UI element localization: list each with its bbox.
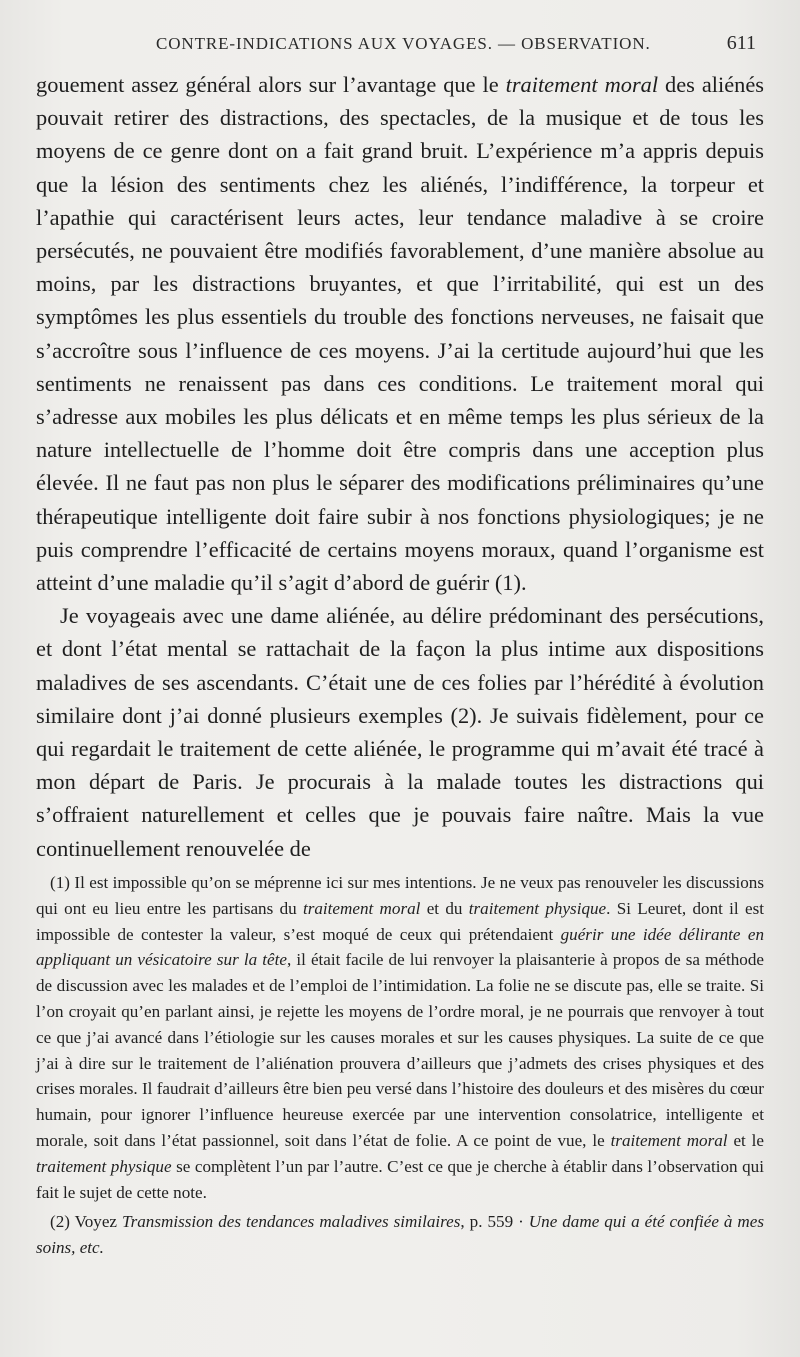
paragraph-1	[36, 68, 764, 599]
footnote-1-text-c: . Si Leuret, dont il est impossible de contester la valeur, s’est moqué de ceux qui prétendaient	[36, 898, 764, 944]
paragraph-1-text-a: gouement assez général alors sur l’avantage que le	[36, 72, 506, 97]
footnote-1-text-e: et le	[727, 1130, 765, 1150]
paragraph-2: Je voyageais avec une dame aliénée, au délire prédominant des persécutions, et dont l’état mental se rattachait de la façon la plus intime aux dispositions maladives de ses ascendants. C’était une de ces folies par l’hérédité à évolution similaire dont j’ai donné plusieurs exemples (2). Je suivais fidèlement, pour ce qui regardait le traitement de cette aliénée, le programme qui m’avait été tracé à mon départ de Paris. Je procurais à la malade toutes les distractions qui s’offraient naturellement et celles que je pouvais faire naître. Mais la vue continuellement renouvelée de	[36, 603, 764, 861]
paragraph-1-text-b: des aliénés pouvait retirer des distractions, des spectacles, de la musique et de tous les moyens de ce genre dont on a fait grand bruit. L’expérience m’a appris depuis que la lésion des sentiments chez les aliénés, l’indifférence, la torpeur et l’apathie qui caractérisent leurs actes, leur tendance maladive à se croire persécutés, ne pouvaient être modifiés favorablement, d’une manière absolue au moins, par les distractions bruyantes, et que l’irritabilité, qui est un des symptômes les plus essentiels du trouble des fonctions nerveuses, ne faisait que s’accroître sous l’influence de ces moyens. J’ai la certitude aujourd’hui que les sentiments ne renaissent pas dans ces conditions. Le traitement moral qui s’adresse aux mobiles les plus délicats et en même temps les plus sérieux de la nature intellectuelle de l’homme doit être compris dans une acception plus élevée. Il ne faut pas non plus le séparer des modifications préliminaires qu’une thérapeutique intelligente doit faire subir à nos fonctions physiologiques; je ne puis comprendre l’efficacité de certains moyens moraux, quand l’organisme est atteint d’une maladie qu’il s’agit d’abord de guérir (1).	[36, 72, 764, 596]
paragraph-1-italic-a: traitement moral	[505, 72, 659, 97]
page-number: 611	[726, 32, 756, 54]
footnote-1-italic-e: traitement physique	[36, 1156, 172, 1176]
footnote-1-italic-c: guérir une idée délirante en appliquant un vésicatoire sur la tête	[36, 924, 764, 970]
footnote-2-italic-b: Une dame qui a été confiée à mes soins, etc.	[36, 1212, 765, 1258]
running-head: CONTRE-INDICATIONS AUX VOYAGES. — OBSERVATION.	[156, 34, 651, 53]
main-text	[36, 68, 764, 865]
footnote-1-text-d: , il était facile de lui renvoyer la plaisanterie à propos de sa méthode de discussion avec les malades et de l’emploi de l’intimidation. La folie ne se discute pas, elle se traite. Si l’on croyait qu’en parlant ainsi, je rejette les moyens de l’ordre moral, je ne pourrais que renvoyer à tout ce que j’ai avancé dans l’étiologie sur les causes morales et sur les causes physiques. La suite de ce que j’ai à dire sur le traitement de l’aliénation prouvera d’ailleurs que j’admets des crises physiques et des crises morales. Il faudrait d’ailleurs être bien peu versé dans l’histoire des douleurs et des misères du cœur humain, pour ignorer l’influence heureuse exercée par une intervention consolatrice, intelligente et morale, soit dans l’état passionnel, soit dans l’état de folie. A ce point de vue, le	[36, 950, 764, 1150]
footnotes	[36, 870, 764, 1261]
page-header	[36, 34, 764, 60]
footnote-1-text-b: et du	[420, 898, 469, 918]
footnote-2	[36, 1209, 764, 1261]
footnote-2-text-b: , p. 559 ·	[460, 1212, 529, 1232]
footnote-1-text-a: (1) Il est impossible qu’on se méprenne ici sur mes intentions. Je ne veux pas renouveler les discussions qui ont eu lieu entre les partisans du	[36, 873, 764, 918]
footnote-1	[36, 870, 764, 1205]
footnote-1-italic-b: traitement physique	[468, 898, 607, 918]
footnote-1-italic-a: traitement moral	[302, 898, 421, 918]
footnote-1-italic-d: traitement moral	[610, 1130, 728, 1150]
footnote-2-italic-a: Transmission des tendances maladives similaires	[122, 1212, 461, 1232]
footnote-2-text-a: (2) Voyez	[50, 1212, 123, 1232]
footnote-1-text-f: se complètent l’un par l’autre. C’est ce que je cherche à établir dans l’observation qui fait le sujet de cette note.	[36, 1156, 764, 1202]
